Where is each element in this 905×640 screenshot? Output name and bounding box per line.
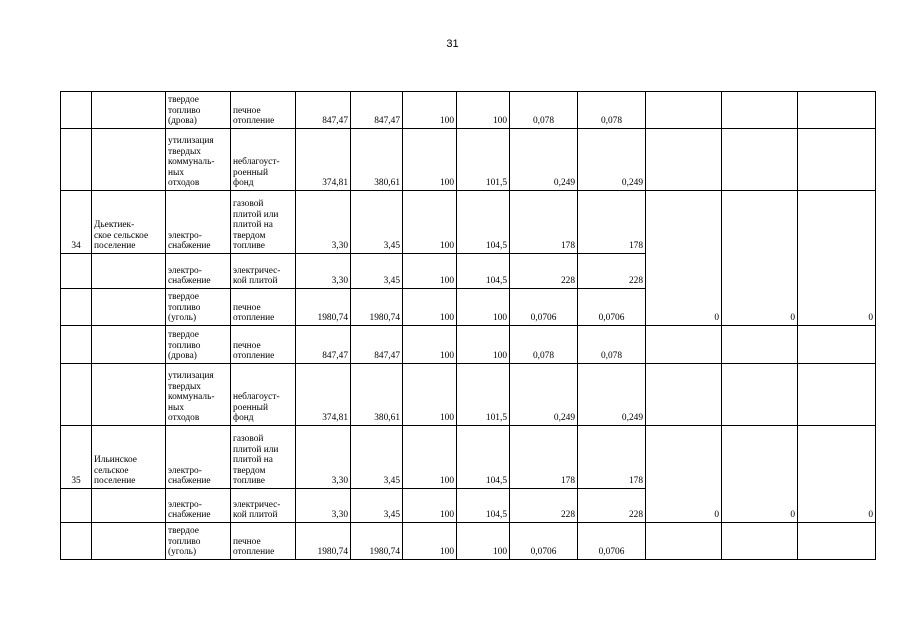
tariff-value-cell: 380,61 bbox=[351, 364, 403, 426]
facility-cell-line: плитой на bbox=[233, 220, 273, 231]
resource-cell-line: коммуналь- bbox=[168, 392, 215, 403]
resource-cell-line: утилизация bbox=[168, 371, 214, 382]
tariff-value-cell: 3,30 bbox=[296, 191, 351, 254]
municipality-cell bbox=[92, 92, 166, 129]
facility-cell bbox=[231, 489, 296, 523]
percent-cell: 100 bbox=[403, 426, 457, 489]
resource-cell bbox=[166, 489, 231, 523]
tariff-value-cell: 3,30 bbox=[296, 489, 351, 523]
tariff-value-cell: 1980,74 bbox=[296, 289, 351, 326]
resource-cell-line: топливо bbox=[168, 105, 201, 116]
facility-cell-line: отопление bbox=[233, 351, 275, 362]
empty-cell bbox=[646, 364, 722, 426]
facility-cell-line: газовой bbox=[233, 199, 264, 210]
facility-cell-line: отопление bbox=[233, 313, 275, 324]
percent-cell: 104,5 bbox=[457, 489, 510, 523]
consumption-cell: 0,249 bbox=[578, 129, 646, 191]
tariff-value-cell: 1980,74 bbox=[351, 289, 403, 326]
municipality-cell-line: поселение bbox=[94, 476, 136, 487]
consumption-cell: 0,078 bbox=[578, 92, 646, 129]
empty-cell bbox=[722, 523, 798, 560]
percent-cell: 101,5 bbox=[457, 129, 510, 191]
tariff-value-cell: 1980,74 bbox=[296, 523, 351, 560]
resource-cell-line: ных bbox=[168, 402, 185, 413]
facility-cell bbox=[231, 289, 296, 326]
tariff-value-cell: 847,47 bbox=[351, 92, 403, 129]
page-number: 31 bbox=[446, 38, 459, 50]
resource-cell-line: топливо bbox=[168, 302, 201, 313]
tariff-value-cell: 1980,74 bbox=[351, 523, 403, 560]
resource-cell-line: (уголь) bbox=[168, 313, 197, 324]
facility-cell bbox=[231, 129, 296, 191]
facility-cell-line: фонд bbox=[233, 413, 254, 424]
row-number bbox=[61, 129, 92, 191]
percent-cell: 100 bbox=[403, 92, 457, 129]
row-number bbox=[61, 254, 92, 289]
facility-cell-line: неблагоуст- bbox=[233, 157, 280, 168]
facility-cell bbox=[231, 191, 296, 254]
municipality-cell bbox=[92, 326, 166, 364]
resource-cell bbox=[166, 254, 231, 289]
consumption-cell: 0,078 bbox=[578, 326, 646, 364]
resource-cell-line: снабжение bbox=[168, 510, 211, 521]
tariff-value-cell: 374,81 bbox=[296, 129, 351, 191]
facility-cell-line: печное bbox=[233, 302, 261, 313]
facility-cell-line: неблагоуст- bbox=[233, 392, 280, 403]
resource-cell-line: твердое bbox=[168, 292, 199, 303]
consumption-cell: 0,078 bbox=[510, 92, 578, 129]
group-total-cell: 0 bbox=[646, 426, 722, 523]
resource-cell bbox=[166, 92, 231, 129]
row-number bbox=[61, 489, 92, 523]
consumption-cell: 0,0706 bbox=[578, 289, 646, 326]
facility-cell-line: отопление bbox=[233, 116, 275, 127]
resource-cell bbox=[166, 523, 231, 560]
percent-cell: 100 bbox=[457, 326, 510, 364]
resource-cell-line: (уголь) bbox=[168, 547, 197, 558]
consumption-cell: 0,249 bbox=[578, 364, 646, 426]
tariff-value-cell: 3,45 bbox=[351, 191, 403, 254]
facility-cell-line: роенный bbox=[233, 402, 269, 413]
tariff-table bbox=[60, 91, 876, 560]
facility-cell-line: плитой на bbox=[233, 455, 273, 466]
percent-cell: 101,5 bbox=[457, 364, 510, 426]
consumption-cell: 0,249 bbox=[510, 364, 578, 426]
facility-cell-line: твердом bbox=[233, 465, 266, 476]
municipality-cell bbox=[92, 489, 166, 523]
resource-cell-line: твердых bbox=[168, 146, 201, 157]
municipality-cell-line: Ильинское bbox=[94, 455, 137, 466]
table-row bbox=[61, 426, 876, 489]
resource-cell-line: снабжение bbox=[168, 241, 211, 252]
group-total-cell: 0 bbox=[646, 191, 722, 326]
percent-cell: 100 bbox=[403, 289, 457, 326]
group-total-cell: 0 bbox=[722, 191, 798, 326]
row-number: 35 bbox=[61, 426, 92, 489]
percent-cell: 100 bbox=[403, 191, 457, 254]
facility-cell bbox=[231, 254, 296, 289]
facility-cell-line: твердом bbox=[233, 230, 266, 241]
resource-cell-line: топливо bbox=[168, 340, 201, 351]
resource-cell-line: отходов bbox=[168, 178, 200, 189]
municipality-cell-line: ское сельское bbox=[94, 230, 149, 241]
resource-cell-line: электро- bbox=[168, 499, 202, 510]
facility-cell-line: топливе bbox=[233, 476, 265, 487]
consumption-cell: 0,249 bbox=[510, 129, 578, 191]
empty-cell bbox=[798, 129, 876, 191]
row-number bbox=[61, 289, 92, 326]
municipality-cell-line: поселение bbox=[94, 241, 136, 252]
resource-cell bbox=[166, 191, 231, 254]
tariff-value-cell: 3,45 bbox=[351, 254, 403, 289]
resource-cell-line: электро- bbox=[168, 465, 202, 476]
consumption-cell: 228 bbox=[510, 489, 578, 523]
consumption-cell: 228 bbox=[578, 489, 646, 523]
table-row bbox=[61, 364, 876, 426]
facility-cell-line: печное bbox=[233, 340, 261, 351]
empty-cell bbox=[798, 92, 876, 129]
empty-cell bbox=[646, 326, 722, 364]
empty-cell bbox=[646, 523, 722, 560]
tariff-value-cell: 3,30 bbox=[296, 254, 351, 289]
facility-cell bbox=[231, 92, 296, 129]
empty-cell bbox=[798, 523, 876, 560]
percent-cell: 100 bbox=[403, 254, 457, 289]
tariff-value-cell: 374,81 bbox=[296, 364, 351, 426]
row-number bbox=[61, 326, 92, 364]
tariff-value-cell: 380,61 bbox=[351, 129, 403, 191]
municipality-cell bbox=[92, 254, 166, 289]
facility-cell-line: кой плитой bbox=[233, 510, 278, 521]
resource-cell-line: (дрова) bbox=[168, 116, 197, 127]
percent-cell: 100 bbox=[457, 523, 510, 560]
facility-cell-line: печное bbox=[233, 105, 261, 116]
tariff-value-cell: 847,47 bbox=[296, 326, 351, 364]
facility-cell-line: роенный bbox=[233, 167, 269, 178]
tariff-value-cell: 3,45 bbox=[351, 426, 403, 489]
resource-cell-line: утилизация bbox=[168, 136, 214, 147]
empty-cell bbox=[722, 129, 798, 191]
empty-cell bbox=[722, 326, 798, 364]
percent-cell: 100 bbox=[403, 523, 457, 560]
consumption-cell: 178 bbox=[510, 426, 578, 489]
facility-cell-line: газовой bbox=[233, 434, 264, 445]
percent-cell: 104,5 bbox=[457, 254, 510, 289]
consumption-cell: 0,0706 bbox=[578, 523, 646, 560]
facility-cell-line: кой плитой bbox=[233, 276, 278, 287]
facility-cell bbox=[231, 523, 296, 560]
resource-cell bbox=[166, 289, 231, 326]
group-total-cell: 0 bbox=[798, 426, 876, 523]
consumption-cell: 178 bbox=[578, 191, 646, 254]
facility-cell-line: плитой или bbox=[233, 209, 279, 220]
municipality-cell bbox=[92, 289, 166, 326]
consumption-cell: 178 bbox=[510, 191, 578, 254]
tariff-value-cell: 847,47 bbox=[351, 326, 403, 364]
percent-cell: 100 bbox=[457, 289, 510, 326]
percent-cell: 100 bbox=[403, 489, 457, 523]
resource-cell bbox=[166, 364, 231, 426]
resource-cell bbox=[166, 129, 231, 191]
empty-cell bbox=[646, 129, 722, 191]
resource-cell-line: коммуналь- bbox=[168, 157, 215, 168]
tariff-value-cell: 3,45 bbox=[351, 489, 403, 523]
empty-cell bbox=[722, 364, 798, 426]
facility-cell-line: плитой или bbox=[233, 444, 279, 455]
resource-cell-line: электро- bbox=[168, 230, 202, 241]
resource-cell bbox=[166, 326, 231, 364]
municipality-cell bbox=[92, 426, 166, 489]
tariff-value-cell: 847,47 bbox=[296, 92, 351, 129]
resource-cell-line: отходов bbox=[168, 413, 200, 424]
municipality-cell bbox=[92, 129, 166, 191]
table-row bbox=[61, 326, 876, 364]
facility-cell-line: электричес- bbox=[233, 265, 281, 276]
consumption-cell: 0,0706 bbox=[510, 523, 578, 560]
facility-cell bbox=[231, 326, 296, 364]
percent-cell: 104,5 bbox=[457, 191, 510, 254]
row-number: 34 bbox=[61, 191, 92, 254]
resource-cell-line: ных bbox=[168, 167, 185, 178]
municipality-cell bbox=[92, 523, 166, 560]
percent-cell: 100 bbox=[403, 129, 457, 191]
resource-cell-line: (дрова) bbox=[168, 351, 197, 362]
resource-cell-line: твердое bbox=[168, 95, 199, 106]
facility-cell bbox=[231, 364, 296, 426]
empty-cell bbox=[646, 92, 722, 129]
consumption-cell: 228 bbox=[510, 254, 578, 289]
table-row bbox=[61, 129, 876, 191]
consumption-cell: 178 bbox=[578, 426, 646, 489]
row-number bbox=[61, 92, 92, 129]
facility-cell-line: отопление bbox=[233, 547, 275, 558]
facility-cell bbox=[231, 426, 296, 489]
row-number bbox=[61, 523, 92, 560]
resource-cell-line: твердое bbox=[168, 526, 199, 537]
table-row bbox=[61, 191, 876, 254]
municipality-cell-line: сельское bbox=[94, 465, 129, 476]
tariff-value-cell: 3,30 bbox=[296, 426, 351, 489]
facility-cell-line: печное bbox=[233, 536, 261, 547]
resource-cell-line: снабжение bbox=[168, 276, 211, 287]
municipality-cell bbox=[92, 364, 166, 426]
percent-cell: 100 bbox=[403, 326, 457, 364]
municipality-cell-line: Дьектиек- bbox=[94, 220, 135, 231]
table-row bbox=[61, 92, 876, 129]
resource-cell-line: твердое bbox=[168, 330, 199, 341]
facility-cell-line: топливе bbox=[233, 241, 265, 252]
empty-cell bbox=[798, 364, 876, 426]
table-row bbox=[61, 523, 876, 560]
resource-cell-line: снабжение bbox=[168, 476, 211, 487]
group-total-cell: 0 bbox=[798, 191, 876, 326]
facility-cell-line: фонд bbox=[233, 178, 254, 189]
empty-cell bbox=[798, 326, 876, 364]
empty-cell bbox=[722, 92, 798, 129]
row-number bbox=[61, 364, 92, 426]
percent-cell: 100 bbox=[457, 92, 510, 129]
resource-cell-line: твердых bbox=[168, 381, 201, 392]
consumption-cell: 0,0706 bbox=[510, 289, 578, 326]
resource-cell-line: электро- bbox=[168, 265, 202, 276]
facility-cell-line: электричес- bbox=[233, 499, 281, 510]
municipality-cell bbox=[92, 191, 166, 254]
consumption-cell: 228 bbox=[578, 254, 646, 289]
percent-cell: 104,5 bbox=[457, 426, 510, 489]
group-total-cell: 0 bbox=[722, 426, 798, 523]
resource-cell bbox=[166, 426, 231, 489]
resource-cell-line: топливо bbox=[168, 536, 201, 547]
percent-cell: 100 bbox=[403, 364, 457, 426]
consumption-cell: 0,078 bbox=[510, 326, 578, 364]
